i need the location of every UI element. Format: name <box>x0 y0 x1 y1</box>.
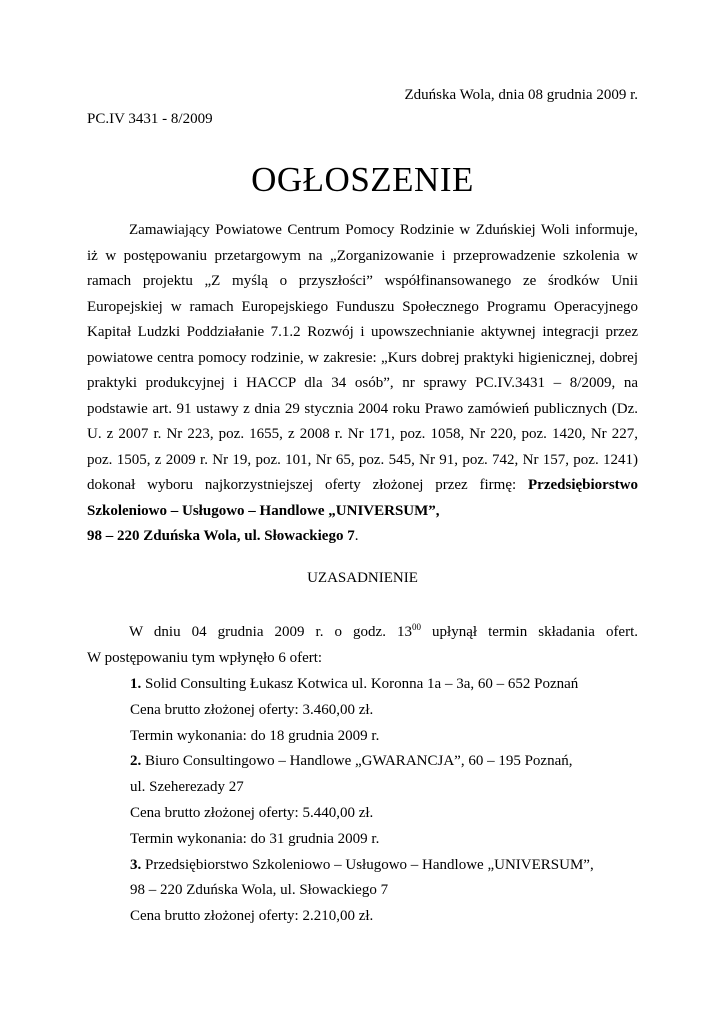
offer-3-price: Cena brutto złożonej oferty: 2.210,00 zł. <box>130 908 374 925</box>
announcement-text: Zamawiający Powiatowe Centrum Pomocy Rodzinie w Zduńskiej Woli informuje, iż w postępowaniu przetargowym na „Zorganizowanie i przeprowadzenie szkolenia w ramach projektu „Z myślą o przyszłości” współfinansowanego ze środków Unii Europejskiej w ramach Europejskiego Funduszu Społecznego Programu Operacyjnego Kapitał Ludzki Poddziałanie 7.1.2 Rozwój i upowszechnianie aktywnej integracji przez powiatowe centra pomocy rodzinie, w zakresie: „Kurs dobrej praktyki higienicznej, dobrej praktyki produkcyjnej i HACCP dla 34 osób”, nr sprawy PC.IV.3431 – 8/2009, na podstawie art. 91 ustawy z dnia 29 stycznia 2004 roku Prawo zamówień publicznych (Dz. U. z 2007 r. Nr 223, poz. 1655, z 2008 r. Nr 171, poz. 1058, Nr 220, poz. 1420, Nr 227, poz. 1505, z 2009 r. Nr 19, poz. 101, Nr 65, poz. 545, Nr 91, poz. 742, Nr 157, poz. 1241) dokonał wyboru najkorzystniejszej oferty złożonej przez firmę: <box>87 222 638 493</box>
offer-1-name <box>130 672 594 698</box>
reference-number: PC.IV 3431 - 8/2009 <box>87 111 213 127</box>
offers-list <box>130 672 594 930</box>
justification-line-1 <box>87 620 638 646</box>
justification-paragraph <box>87 620 638 671</box>
justification-text-a: W dniu 04 grudnia 2009 r. o godz. 13 <box>129 624 412 640</box>
justification-line-2: W postępowaniu tym wpłynęło 6 ofert: <box>87 649 323 666</box>
place-and-date: Zduńska Wola, dnia 08 grudnia 2009 r. <box>404 87 638 103</box>
offer-1-number: 1. <box>130 676 142 692</box>
offer-3-address: 98 – 220 Zduńska Wola, ul. Słowackiego 7 <box>130 882 389 899</box>
offer-2-name-text: Biuro Consultingowo – Handlowe „GWARANCJA”, 60 – 195 Poznań, <box>141 753 573 770</box>
offer-3-name <box>130 853 594 879</box>
announcement-paragraph <box>87 218 638 550</box>
offer-3-number: 3. <box>130 856 142 873</box>
time-superscript: 00 <box>412 622 421 632</box>
offer-1-name-text: Solid Consulting Łukasz Kotwica ul. Koronna 1a – 3a, 60 – 652 Poznań <box>141 676 579 692</box>
offer-1-deadline: Termin wykonania: do 18 grudnia 2009 r. <box>130 727 380 744</box>
offer-2-price: Cena brutto złożonej oferty: 5.440,00 zł. <box>130 804 374 821</box>
offer-1-price: Cena brutto złożonej oferty: 3.460,00 zł. <box>130 701 374 718</box>
winner-address: 98 – 220 Zduńska Wola, ul. Słowackiego 7 <box>87 528 355 544</box>
justification-heading: UZASADNIENIE <box>307 570 418 586</box>
offer-3-name-text: Przedsiębiorstwo Szkoleniowo – Usługowo – Handlowe „UNIVERSUM”, <box>141 856 594 873</box>
offer-2-deadline: Termin wykonania: do 31 grudnia 2009 r. <box>130 830 380 847</box>
offer-2-number: 2. <box>130 753 142 770</box>
document-title: OGŁOSZENIE <box>251 160 474 199</box>
offer-2-name <box>130 749 594 775</box>
winner-name: Przedsiębiorstwo Szkoleniowo – Usługowo – Handlowe „UNIVERSUM”, <box>87 477 638 519</box>
winner-end: . <box>354 528 359 544</box>
announcement-body <box>87 218 638 550</box>
offer-2-address: ul. Szeherezady 27 <box>130 779 244 796</box>
justification-text-b: upłynął termin składania ofert. <box>421 624 639 640</box>
